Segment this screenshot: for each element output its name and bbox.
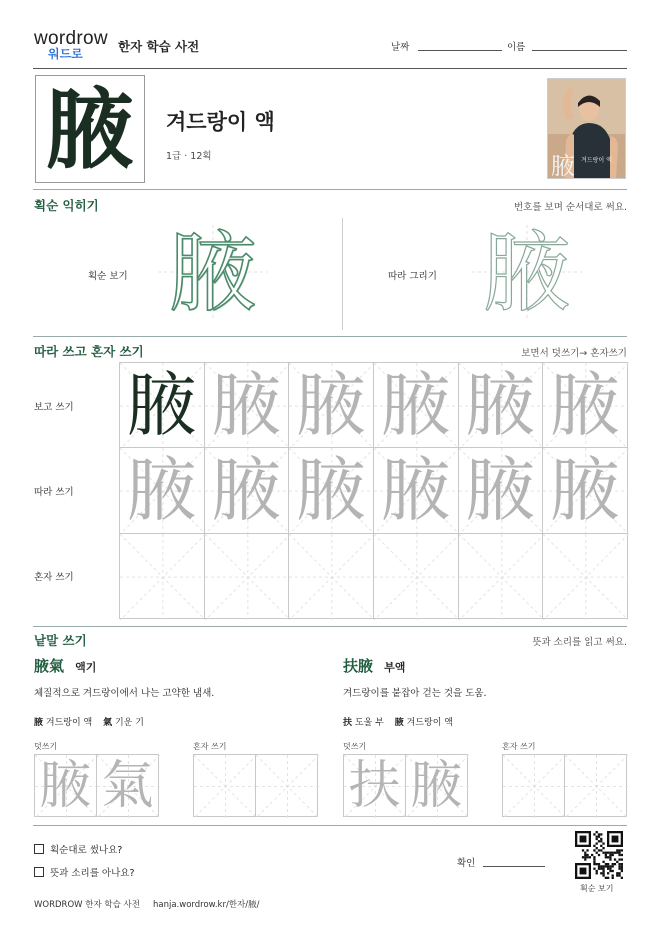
word-2-definition: 겨드랑이를 붙잡아 걷는 것을 도움. xyxy=(343,688,487,699)
check-meaning-sound-label: 뜻과 소리를 아나요? xyxy=(50,868,135,879)
word-blank-cell[interactable] xyxy=(564,754,627,817)
word-trace-cell[interactable] xyxy=(405,754,468,817)
logo-kor: 워드로 xyxy=(48,47,83,61)
blank-cell[interactable] xyxy=(542,533,628,619)
hanja-meaning-sound: 겨드랑이 액 xyxy=(166,110,275,134)
blank-cell[interactable] xyxy=(119,533,205,619)
word-2-glosses xyxy=(343,715,453,728)
cell-char: 氣 xyxy=(101,755,154,816)
trace-cell[interactable] xyxy=(204,447,290,533)
guide-lines xyxy=(503,755,566,818)
word-1-trace-cells xyxy=(34,754,158,817)
thumbnail-char: 腋 xyxy=(551,152,575,179)
footer-brand: WORDROW 한자 학습 사전 xyxy=(34,900,140,910)
cell-char: 腋 xyxy=(39,755,92,816)
stroke-view-label: 획순 보기 xyxy=(88,271,128,282)
checkbox-icon[interactable] xyxy=(34,867,44,877)
stroke-view-box xyxy=(158,220,268,324)
header-rule xyxy=(33,68,627,69)
word-2-heading xyxy=(343,655,405,676)
guide-lines xyxy=(374,534,460,620)
check-stroke-order[interactable] xyxy=(34,842,122,856)
trace-draw-label: 따라 그리기 xyxy=(388,271,437,282)
illustration-image xyxy=(548,79,626,179)
section-practice-title: 따라 쓰고 혼자 쓰기 xyxy=(34,344,144,359)
thumbnail-caption: 겨드랑이 액 xyxy=(581,157,612,164)
word-2-reading: 부액 xyxy=(384,661,406,674)
practice-grid xyxy=(119,362,627,618)
row-label-trace: 따라 쓰기 xyxy=(34,487,74,498)
look-cell[interactable] xyxy=(542,362,628,448)
checkbox-icon[interactable] xyxy=(34,844,44,854)
cell-char: 腋 xyxy=(380,449,451,532)
word-trace-cell[interactable] xyxy=(96,754,159,817)
section-words-note: 뜻과 소리를 읽고 써요. xyxy=(532,637,627,648)
word-2-gloss-2: 겨드랑이 액 xyxy=(406,718,453,728)
logo xyxy=(34,30,114,66)
check-stroke-order-label: 획순대로 썼나요? xyxy=(50,845,123,856)
qr-code-icon xyxy=(575,831,623,879)
word-blank-cell[interactable] xyxy=(255,754,318,817)
footer-url[interactable]: hanja.wordrow.kr/한자/腋/ xyxy=(153,900,260,910)
name-field[interactable] xyxy=(532,50,627,51)
date-label: 날짜 xyxy=(391,42,410,53)
trace-cell[interactable] xyxy=(542,447,628,533)
section-stroke-order-note: 번호를 보며 순서대로 써요. xyxy=(513,202,627,213)
confirm-label: 확인 xyxy=(457,858,476,869)
word-1-alone-label: 혼자 쓰기 xyxy=(193,742,227,751)
header-subtitle: 한자 학습 사전 xyxy=(118,39,200,54)
cell-char: 腋 xyxy=(550,449,621,532)
word-2-hanja: 扶腋 xyxy=(343,657,374,675)
guide-lines xyxy=(565,755,628,818)
look-cell[interactable] xyxy=(458,362,544,448)
qr-label: 획순 보기 xyxy=(580,884,614,893)
hanja-info: 1급 · 12획 xyxy=(166,151,212,162)
cell-char: 腋 xyxy=(550,364,621,447)
trace-cell[interactable] xyxy=(458,447,544,533)
word-blank-cell[interactable] xyxy=(193,754,256,817)
check-meaning-sound[interactable] xyxy=(34,865,135,879)
cell-char: 腋 xyxy=(126,364,197,447)
guide-lines xyxy=(120,534,206,620)
blank-cell[interactable] xyxy=(373,533,459,619)
logo-word: wordrow xyxy=(34,28,108,49)
word-1-gloss-1: 겨드랑이 액 xyxy=(45,718,93,728)
guide-lines xyxy=(194,755,257,818)
word-2-trace-label: 덧쓰기 xyxy=(343,742,367,751)
guide-lines xyxy=(459,534,545,620)
main-hanja: 腋 xyxy=(45,77,134,181)
trace-cell[interactable] xyxy=(119,447,205,533)
guide-lines xyxy=(289,534,375,620)
trace-draw-char: 腋 xyxy=(482,220,571,324)
word-2-trace-cells xyxy=(343,754,467,817)
cell-char: 腋 xyxy=(126,449,197,532)
model-cell xyxy=(119,362,205,448)
word-blank-cell[interactable] xyxy=(502,754,565,817)
word-1-gloss-char-2: 氣 xyxy=(103,718,113,728)
word-1-glosses xyxy=(34,715,144,728)
section-stroke-order-title: 획순 익히기 xyxy=(34,198,99,213)
row-label-alone: 혼자 쓰기 xyxy=(34,572,74,583)
word-2-gloss-char-2: 腋 xyxy=(394,718,404,728)
word-1-gloss-2: 기운 기 xyxy=(115,718,144,728)
illustration-thumbnail xyxy=(547,78,626,179)
section-practice-note: 보면서 덧쓰기→ 혼자쓰기 xyxy=(521,348,627,359)
guide-lines xyxy=(205,534,291,620)
word-1-reading: 액기 xyxy=(75,661,97,674)
word-trace-cell[interactable] xyxy=(343,754,406,817)
cell-char: 腋 xyxy=(410,755,463,816)
word-1-heading xyxy=(34,655,96,676)
guide-lines xyxy=(256,755,319,818)
qr-code[interactable] xyxy=(575,831,623,879)
word-2-alone-cells xyxy=(502,754,626,817)
word-2-gloss-char-1: 扶 xyxy=(343,718,353,728)
cell-char: 腋 xyxy=(380,364,451,447)
trace-draw-box[interactable] xyxy=(472,220,582,324)
cell-char: 腋 xyxy=(211,449,282,532)
guide-lines xyxy=(543,534,629,620)
trace-cell[interactable] xyxy=(288,447,374,533)
word-1-definition: 체질적으로 겨드랑이에서 나는 고약한 냄새. xyxy=(34,688,215,699)
stroke-view-char: 腋 xyxy=(168,220,257,324)
cell-char: 扶 xyxy=(348,755,401,816)
look-cell[interactable] xyxy=(373,362,459,448)
row-label-look: 보고 쓰기 xyxy=(34,402,74,413)
word-2-alone-label: 혼자 쓰기 xyxy=(502,742,536,751)
section-words-title: 낱말 쓰기 xyxy=(34,633,87,648)
word-1-alone-cells xyxy=(193,754,317,817)
name-label: 이름 xyxy=(507,42,526,53)
word-1-hanja: 腋氣 xyxy=(34,657,65,675)
rule-3 xyxy=(33,626,627,627)
cell-char: 腋 xyxy=(296,364,367,447)
rule-2 xyxy=(33,336,627,337)
word-trace-cell[interactable] xyxy=(34,754,97,817)
confirm-field[interactable] xyxy=(483,866,545,867)
cell-char: 腋 xyxy=(211,364,282,447)
date-field[interactable] xyxy=(418,50,502,51)
word-1-gloss-char-1: 腋 xyxy=(34,718,44,728)
blank-cell[interactable] xyxy=(458,533,544,619)
cell-char: 腋 xyxy=(465,449,536,532)
word-2-gloss-1: 도울 부 xyxy=(354,718,384,728)
word-1-trace-label: 덧쓰기 xyxy=(34,742,58,751)
blank-cell[interactable] xyxy=(204,533,290,619)
look-cell[interactable] xyxy=(288,362,374,448)
cell-char: 腋 xyxy=(465,364,536,447)
trace-cell[interactable] xyxy=(373,447,459,533)
main-hanja-box xyxy=(35,75,145,183)
section1-divider xyxy=(342,218,343,330)
cell-char: 腋 xyxy=(296,449,367,532)
rule-1 xyxy=(33,189,627,190)
look-cell[interactable] xyxy=(204,362,290,448)
rule-4 xyxy=(33,825,627,826)
blank-cell[interactable] xyxy=(288,533,374,619)
